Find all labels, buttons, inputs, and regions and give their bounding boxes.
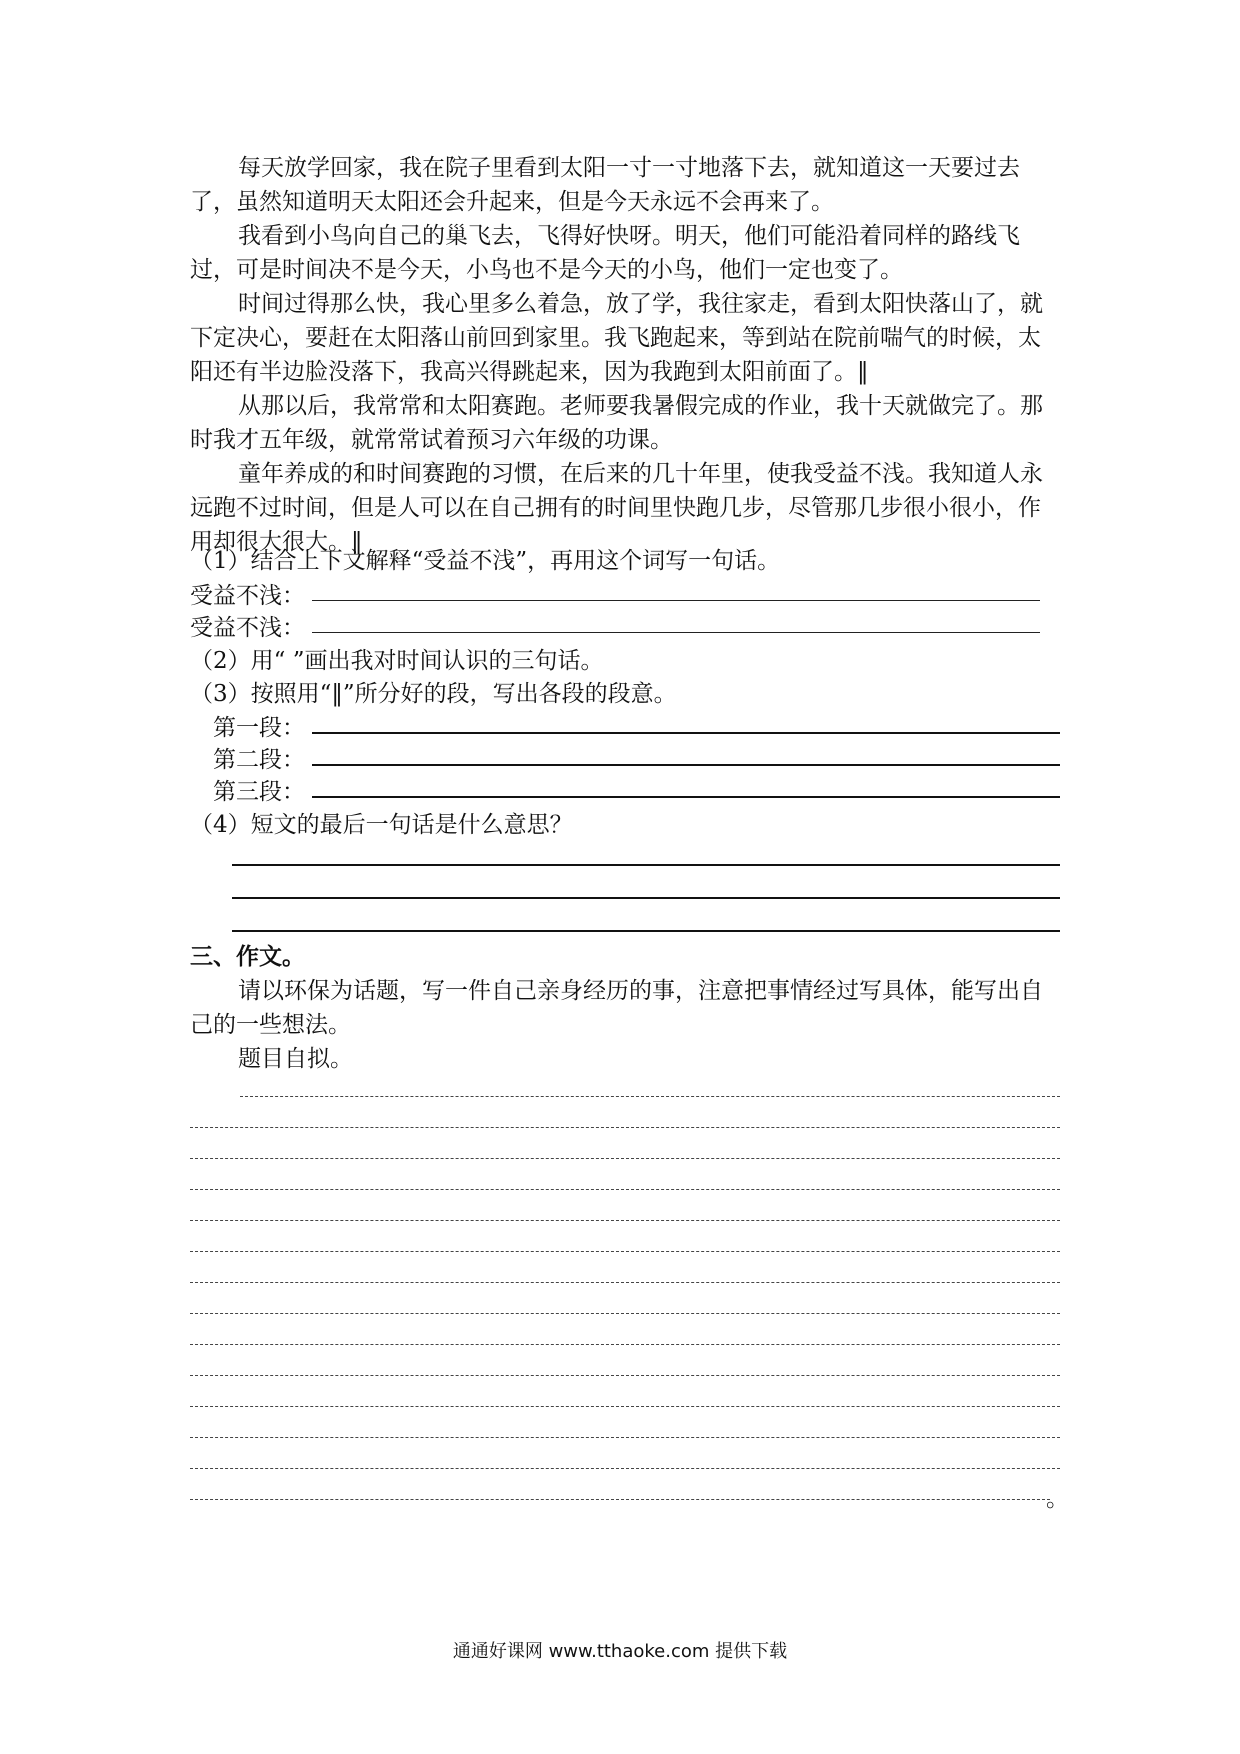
q1-label-sentence: 受益不浅： — [190, 615, 305, 641]
composition-prompt-block — [190, 974, 1060, 1076]
question-1: （1）结合上下文解释“受益不浅”，再用这个词写一句话。 — [190, 548, 781, 574]
question-4: （4）短文的最后一句话是什么意思？ — [190, 812, 573, 838]
writing-line[interactable] — [240, 1096, 1060, 1097]
q4-answer-line-1[interactable] — [232, 864, 1060, 866]
q1-label-meaning: 受益不浅： — [190, 583, 305, 609]
writing-line[interactable] — [190, 1158, 1060, 1159]
writing-line[interactable] — [190, 1375, 1060, 1376]
writing-line[interactable] — [190, 1437, 1060, 1438]
composition-prompt: 请以环保为话题，写一件自己亲身经历的事，注意把事情经过写具体，能写出自己的一些想法。 — [190, 978, 1043, 1038]
writing-line[interactable] — [190, 1251, 1060, 1252]
q1-answer-line-sentence[interactable] — [312, 632, 1040, 633]
writing-line[interactable] — [190, 1282, 1060, 1283]
composition-heading: 三、作文。 — [190, 943, 305, 970]
question-3: （3）按照用“‖”所分好的段，写出各段的段意。 — [190, 681, 677, 707]
q3-segment-3-label: 第三段： — [213, 779, 305, 805]
writing-line[interactable] — [190, 1499, 1050, 1500]
writing-line[interactable] — [190, 1468, 1060, 1469]
q3-segment-1-answer-line[interactable] — [312, 732, 1060, 734]
writing-line[interactable] — [190, 1127, 1060, 1128]
q4-answer-line-2[interactable] — [232, 897, 1060, 899]
composition-end-mark: 。 — [1046, 1486, 1069, 1512]
writing-line[interactable] — [190, 1220, 1060, 1221]
reading-passage — [190, 151, 1060, 559]
q4-answer-line-3[interactable] — [232, 930, 1060, 932]
writing-line[interactable] — [190, 1189, 1060, 1190]
q3-segment-2-answer-line[interactable] — [312, 764, 1060, 766]
q3-segment-3-answer-line[interactable] — [312, 796, 1060, 798]
passage-paragraph-5: 童年养成的和时间赛跑的习惯，在后来的几十年里，使我受益不浅。我知道人永远跑不过时间，但是人可以在自己拥有的时间里快跑几步，尽管那几步很小很小，作用却很大很大。‖ — [190, 461, 1043, 555]
passage-paragraph-1: 每天放学回家，我在院子里看到太阳一寸一寸地落下去，就知道这一天要过去了，虽然知道明天太阳还会升起来，但是今天永远不会再来了。 — [190, 155, 1020, 215]
q1-answer-line-meaning[interactable] — [312, 600, 1040, 601]
page-footer: 通通好课网 www.tthaoke.com 提供下载 — [452, 1641, 788, 1662]
composition-note: 题目自拟。 — [238, 1046, 353, 1072]
writing-line[interactable] — [190, 1344, 1060, 1345]
q3-segment-1-label: 第一段： — [213, 715, 305, 741]
passage-paragraph-4: 从那以后，我常常和太阳赛跑。老师要我暑假完成的作业，我十天就做完了。那时我才五年级，就常常试着预习六年级的功课。 — [190, 393, 1043, 453]
passage-paragraph-3: 时间过得那么快，我心里多么着急，放了学，我往家走，看到太阳快落山了，就下定决心，要赶在太阳落山前回到家里。我飞跑起来，等到站在院前喘气的时候，太阳还有半边脸没落下，我高兴得跳起来，因为我跑到太阳前面了。‖ — [190, 291, 1043, 385]
writing-line[interactable] — [190, 1406, 1060, 1407]
q3-segment-2-label: 第二段： — [213, 747, 305, 773]
passage-paragraph-2: 我看到小鸟向自己的巢飞去，飞得好快呀。明天，他们可能沿着同样的路线飞过，可是时间决不是今天，小鸟也不是今天的小鸟，他们一定也变了。 — [190, 223, 1020, 283]
writing-line[interactable] — [190, 1313, 1060, 1314]
question-2: （2）用“ ”画出我对时间认识的三句话。 — [190, 648, 604, 674]
